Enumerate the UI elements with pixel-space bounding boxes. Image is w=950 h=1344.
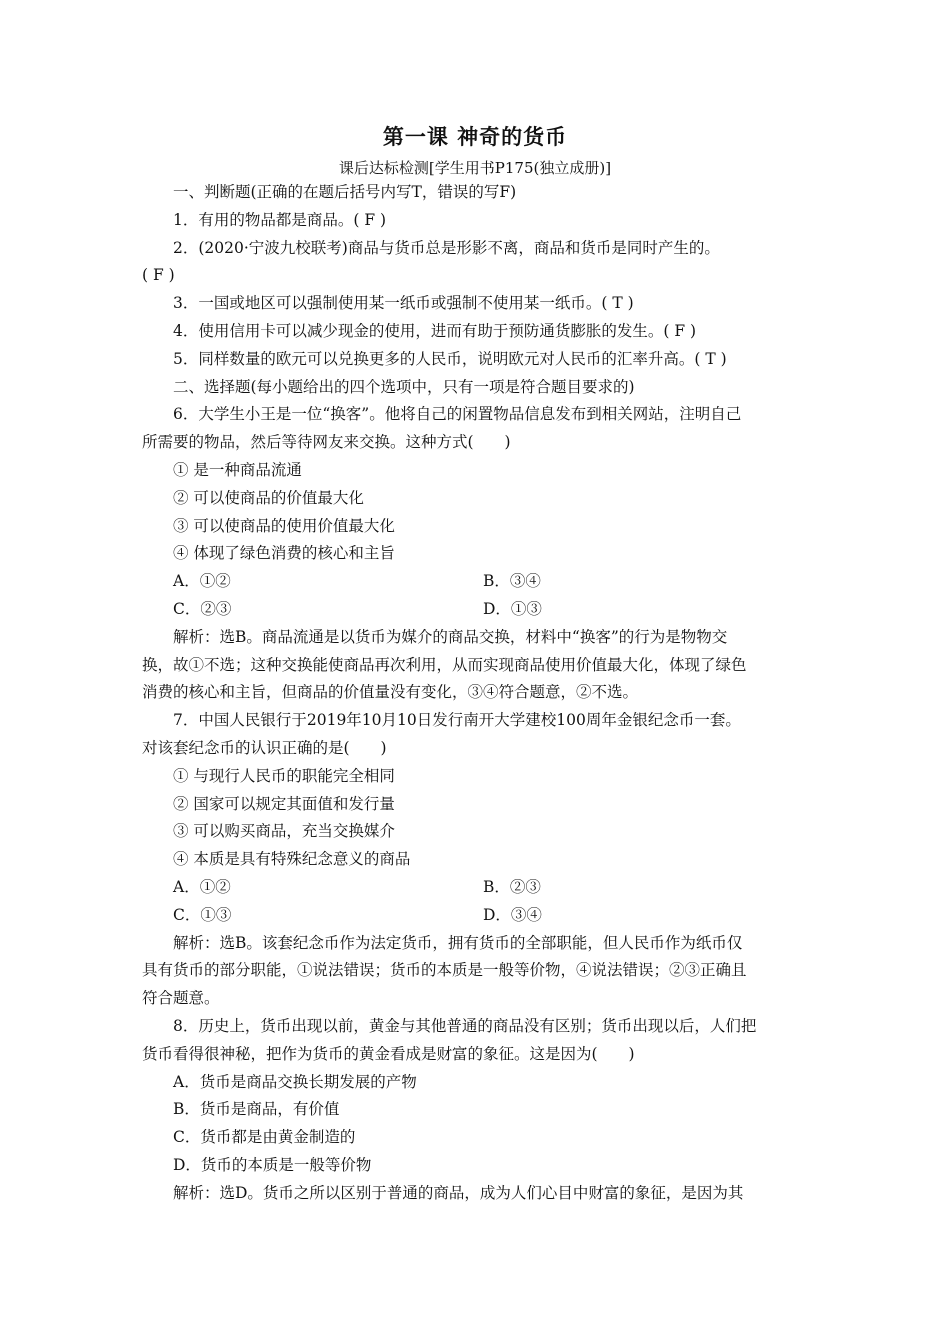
q8-stem-cont: 货币看得很神秘，把作为货币的黄金看成是财富的象征。这是因为( ) xyxy=(142,1044,635,1063)
q7-analysis-cont-2: 符合题意。 xyxy=(142,989,220,1008)
q7-statement-2: ② 国家可以规定其面值和发行量 xyxy=(173,794,395,813)
q7-analysis-cont-1: 具有货币的部分职能，①说法错误；货币的本质是一般等价物，④说法错误；②③正确且 xyxy=(142,961,747,980)
q6-choices-row-1 xyxy=(142,568,810,596)
q7-statement-4: ④ 本质是具有特殊纪念意义的商品 xyxy=(173,850,411,869)
judgement-item-2-answer: ( F ) xyxy=(142,266,175,285)
q6-choice-c: C．②③ xyxy=(173,599,232,618)
q6-choice-a: A．①② xyxy=(173,572,231,591)
q7-choice-b: B．②③ xyxy=(483,877,541,896)
q6-stem: 6．大学生小王是一位“换客”。他将自己的闲置物品信息发布到相关网站，注明自己 xyxy=(173,405,742,424)
q7-statement-1: ① 与现行人民币的职能完全相同 xyxy=(173,766,395,785)
judgement-item-2: 2．(2020·宁波九校联考)商品与货币总是形影不离，商品和货币是同时产生的。 xyxy=(173,238,720,257)
q6-statement-4: ④ 体现了绿色消费的核心和主旨 xyxy=(173,544,395,563)
q6-choice-d: D．①③ xyxy=(483,599,542,618)
judgement-item-3: 3．一国或地区可以强制使用某一纸币或强制不使用某一纸币。( T ) xyxy=(173,294,634,313)
judgement-item-1: 1．有用的物品都是商品。( F ) xyxy=(173,210,387,229)
judgement-item-4: 4．使用信用卡可以减少现金的使用，进而有助于预防通货膨胀的发生。( F ) xyxy=(173,321,697,340)
q8-choice-b: B．货币是商品，有价值 xyxy=(173,1100,340,1119)
page-title: 第一课 神奇的货币 xyxy=(382,125,568,149)
q7-statement-3: ③ 可以购买商品，充当交换媒介 xyxy=(173,822,395,841)
q7-stem-cont: 对该套纪念币的认识正确的是( ) xyxy=(142,738,387,757)
q6-statement-1: ① 是一种商品流通 xyxy=(173,460,302,479)
q7-choice-c: C．①③ xyxy=(173,905,232,924)
q6-stem-cont: 所需要的物品，然后等待网友来交换。这种方式( ) xyxy=(142,433,511,452)
q7-choices-row-1 xyxy=(142,874,810,902)
q6-analysis-cont-1: 换，故①不选；这种交换能使商品再次利用，从而实现商品使用价值最大化，体现了绿色 xyxy=(142,655,747,674)
q7-choice-d: D．③④ xyxy=(483,905,542,924)
q6-choice-b: B．③④ xyxy=(483,572,541,591)
section-heading-choice: 二、选择题(每小题给出的四个选项中，只有一项是符合题目要求的) xyxy=(173,377,635,396)
q7-choices-row-2 xyxy=(142,902,810,930)
judgement-item-5: 5．同样数量的欧元可以兑换更多的人民币，说明欧元对人民币的汇率升高。( T ) xyxy=(173,349,727,368)
q7-analysis: 解析：选B。该套纪念币作为法定货币，拥有货币的全部职能，但人民币作为纸币仅 xyxy=(173,933,743,952)
q8-choice-c: C．货币都是由黄金制造的 xyxy=(173,1128,356,1147)
section-heading-judgement: 一、判断题(正确的在题后括号内写T，错误的写F) xyxy=(173,183,517,201)
q7-choice-a: A．①② xyxy=(173,877,231,896)
q7-stem: 7．中国人民银行于2019年10月10日发行南开大学建校100周年金银纪念币一套。 xyxy=(173,711,741,730)
q8-analysis: 解析：选D。货币之所以区别于普通的商品，成为人们心目中财富的象征，是因为其 xyxy=(173,1183,744,1202)
document-body xyxy=(142,179,810,1207)
q6-analysis: 解析：选B。商品流通是以货币为媒介的商品交换，材料中“换客”的行为是物物交 xyxy=(173,627,728,646)
q6-choices-row-2 xyxy=(142,596,810,624)
page-subtitle: 课后达标检测[学生用书P175(独立成册)] xyxy=(338,159,612,177)
q8-choice-d: D．货币的本质是一般等价物 xyxy=(173,1155,372,1174)
q6-statement-2: ② 可以使商品的价值最大化 xyxy=(173,488,364,507)
q6-analysis-cont-2: 消费的核心和主旨，但商品的价值量没有变化，③④符合题意，②不选。 xyxy=(142,683,639,702)
q8-choice-a: A．货币是商品交换长期发展的产物 xyxy=(173,1072,417,1091)
q6-statement-3: ③ 可以使商品的使用价值最大化 xyxy=(173,516,395,535)
q8-stem: 8．历史上，货币出现以前，黄金与其他普通的商品没有区别；货币出现以后，人们把 xyxy=(173,1016,757,1035)
